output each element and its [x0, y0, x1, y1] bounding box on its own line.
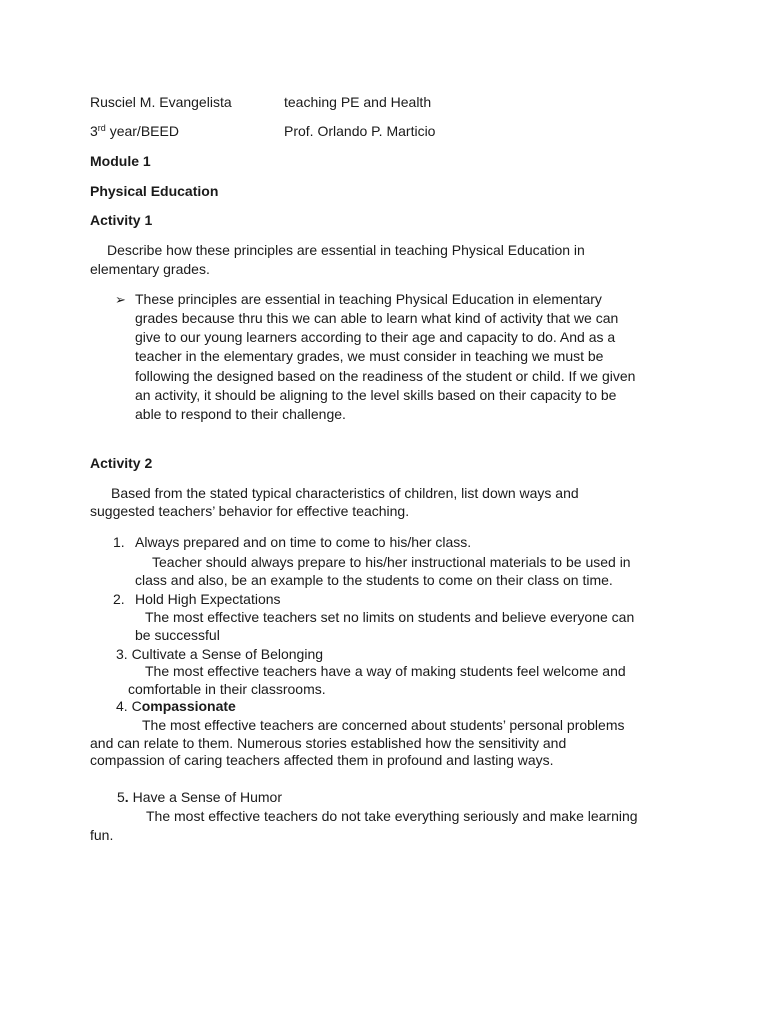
item4-desc-line3: compassion of caring teachers affected them in profound and lasting ways.	[90, 752, 554, 768]
item4-title-lead: C	[131, 698, 142, 714]
activity1-prompt-line2: elementary grades.	[90, 261, 210, 277]
item4-title-rest: ompassionate	[141, 698, 236, 714]
item5-title-text: Have a Sense of Humor	[128, 789, 282, 805]
year-superscript: rd	[97, 123, 106, 133]
item2-title: Hold High Expectations	[135, 591, 281, 607]
subject-label: teaching PE and Health	[284, 94, 432, 110]
activity1-answer-line: grades because thru this we can able to learn what kind of activity that we can	[135, 310, 619, 326]
arrow-bullet-icon: ➢	[115, 292, 126, 307]
item1-desc-line2: class and also, be an example to the students to come on their class on time.	[135, 572, 613, 588]
item4-number: 4.	[116, 698, 128, 714]
item5-number-dot: .	[124, 789, 129, 805]
item1-title: Always prepared and on time to come to his/her class.	[135, 534, 472, 550]
item1-number: 1.	[113, 534, 125, 550]
item2-desc-line2: be successful	[135, 627, 220, 643]
item5-desc-line2: fun.	[90, 827, 114, 843]
year-rest: year/BEED	[105, 123, 179, 139]
item4-desc-line1: The most effective teachers are concerned about students’ personal problems	[142, 717, 625, 733]
item5-title	[117, 788, 282, 806]
section-title: Physical Education	[90, 183, 219, 199]
activity2-prompt-line1: Based from the stated typical characteristics of children, list down ways and	[111, 485, 579, 501]
activity2-prompt-line2: suggested teachers’ behavior for effective teaching.	[90, 503, 410, 519]
author-name: Rusciel M. Evangelista	[90, 94, 232, 110]
activity1-title: Activity 1	[90, 212, 153, 228]
year-number: 3	[90, 123, 98, 139]
activity1-prompt-line1: Describe how these principles are essential in teaching Physical Education in	[107, 242, 585, 258]
item4-desc-line2: and can relate to them. Numerous stories established how the sensitivity and	[90, 735, 567, 751]
activity2-title: Activity 2	[90, 455, 153, 471]
item2-desc-line1: The most effective teachers set no limits on students and believe everyone can	[145, 609, 635, 625]
item2-number: 2.	[113, 591, 125, 607]
activity1-answer-line: able to respond to their challenge.	[135, 406, 346, 422]
item5-number: 5	[117, 789, 125, 805]
activity1-answer-line: These principles are essential in teaching Physical Education in elementary	[135, 291, 602, 307]
item1-desc-line1: Teacher should always prepare to his/her instructional materials to be used in	[152, 554, 631, 570]
item3-title: 3. Cultivate a Sense of Belonging	[116, 646, 324, 662]
activity1-answer-line: teacher in the elementary grades, we must consider in teaching we must be	[135, 348, 604, 364]
item4-title	[116, 697, 236, 715]
year-course	[90, 122, 179, 140]
item3-desc-line1: The most effective teachers have a way of making students feel welcome and	[145, 663, 626, 679]
activity1-answer-line: an activity, it should be aligning to the level skills based on their capacity to be	[135, 387, 617, 403]
item3-desc-line2: comfortable in their classrooms.	[128, 681, 326, 697]
activity1-answer-line: following the designed based on the readiness of the student or child. If we given	[135, 368, 636, 384]
module-title: Module 1	[90, 153, 151, 169]
activity1-answer-line: give to our young learners according to their age and capacity to do. And as a	[135, 329, 616, 345]
item5-desc-line1: The most effective teachers do not take everything seriously and make learning	[146, 808, 638, 824]
professor-name: Prof. Orlando P. Marticio	[284, 123, 436, 139]
